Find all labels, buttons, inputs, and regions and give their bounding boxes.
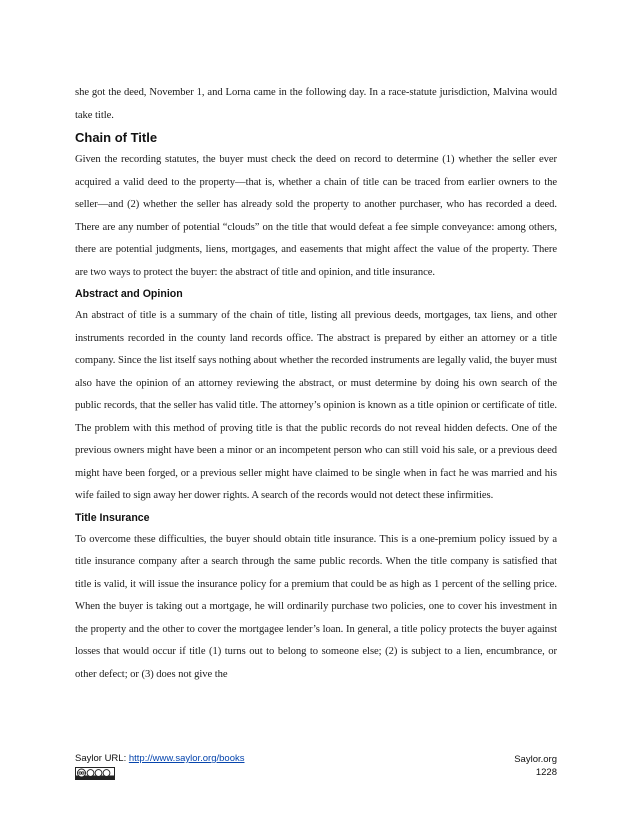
- subsection-heading-abstract-and-opinion: Abstract and Opinion: [75, 288, 183, 300]
- page-body: [75, 82, 557, 686]
- abstract-and-opinion-paragraph: An abstract of title is a summary of the chain of title, listing all previous deeds, mortgages, tax liens, and other instruments recorded in the county land records office. The abstract is prepared by either an attorney or a title company. Since the list itself says nothing about whether the recorded instruments are legally valid, the buyer must also have the opinion of an attorney reviewing the abstract, or must determine by doing his own search of the public records, that the seller has valid title. The attorney’s opinion is known as a title opinion or certificate of title. The problem with this method of proving title is that the public records do not reveal hidden defects. One of the previous owners might have been a minor or an incompetent person who can still void his sale, or a previous deed might have been forged, or a previous seller might have claimed to be single when in fact he was married and his wife failed to sign away her dower rights. A search of the records would not detect these infirmities.: [75, 310, 557, 501]
- footer-url-line: [75, 753, 245, 764]
- footer-page-number: 1228: [535, 767, 557, 778]
- subsection-heading-title-insurance: Title Insurance: [75, 511, 150, 524]
- footer-url-label: Saylor URL:: [75, 753, 129, 764]
- footer-site-name: Saylor.org: [514, 754, 557, 765]
- title-insurance-paragraph: To overcome these difficulties, the buyer should obtain title insurance. This is a one-premium policy issued by a title insurance company after a search through the same public records. When the title company is satisfied that title is valid, it will issue the insurance policy for a premium that could be as high as 1 percent of the selling price. When the buyer is taking out a mortgage, he will ordinarily purchase two policies, one to cover his investment in the property and the other to cover the mortgagee lender’s loan. In general, a title policy protects the buyer against losses that would occur if title (1) turns out to belong to someone else; (2) is subject to a lien, encumbrance, or other defect; or (3) does not give the: [75, 533, 557, 680]
- footer-url-link[interactable]: http://www.saylor.org/books: [128, 753, 245, 764]
- cc-badge-graphic: [76, 768, 114, 779]
- section-heading-chain-of-title: Chain of Title: [75, 130, 158, 145]
- footer-site-block: [514, 753, 557, 779]
- chain-of-title-paragraph: Given the recording statutes, the buyer must check the deed on record to determine (1) whether the seller ever acquired a valid deed to the property—that is, whether a chain of title can be traced from earlier owners to the seller—and (2) whether the seller has already sold the property to another purchaser, who has recorded a deed. There are any number of potential “clouds” on the title that would defeat a fee simple conveyance: among others, there are potential judgments, liens, mortgages, and easements that might affect the value of the property. There are two ways to protect the buyer: the abstract of title and opinion, and title insurance.: [75, 154, 557, 278]
- intro-paragraph: she got the deed, November 1, and Lorna came in the following day. In a race-statute jurisdiction, Malvina would take title.: [75, 87, 557, 121]
- creative-commons-license-icon: [75, 767, 115, 780]
